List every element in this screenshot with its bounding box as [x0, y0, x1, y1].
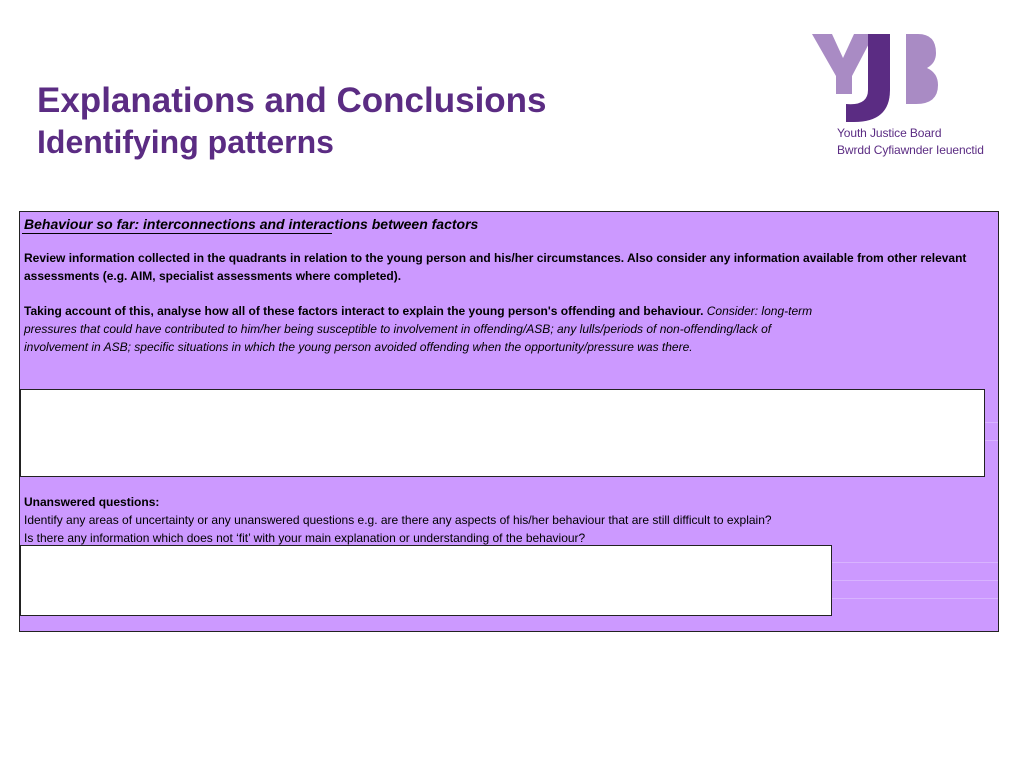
title-block [37, 80, 547, 162]
logo-text-welsh: Bwrdd Cyfiawnder Ieuenctid [837, 143, 984, 157]
section-heading-underline [22, 233, 332, 234]
unanswered-questions-instructions [24, 512, 844, 547]
unanswered-line-1: Identify any areas of uncertainty or any unanswered questions e.g. are there any aspects of his/her behaviour that are still difficult to explain? [24, 513, 772, 527]
yjb-logo [810, 32, 1010, 162]
section-heading: Behaviour so far: interconnections and interactions between factors [24, 216, 479, 232]
behaviour-answer-field[interactable] [20, 389, 985, 477]
logo-text-english: Youth Justice Board [837, 126, 942, 140]
assessment-form [19, 211, 999, 632]
analyse-instructions-italic: Consider: long-term pressures that could have contributed to him/her being susceptible to involvement in offending/ASB; any lulls/periods of non-offending/lack of involvement in ASB; specific situations in which the young person avoided offending when the opportunity/pressure was there. [24, 304, 813, 354]
unanswered-questions-heading: Unanswered questions: [24, 495, 160, 509]
analyse-instructions-bold: Taking account of this, analyse how all of these factors interact to explain the young person's offending and behaviour. [24, 304, 704, 318]
unanswered-answer-field[interactable] [20, 545, 832, 616]
yjb-logo-mark [810, 32, 940, 124]
review-instructions: Review information collected in the quadrants in relation to the young person and his/her circumstances. Also consider any information available from other relevant assessments (e.g. AIM, specialist assessments where completed). [24, 251, 967, 283]
page-subtitle: Identifying patterns [37, 124, 334, 160]
unanswered-line-2: Is there any information which does not ‘fit’ with your main explanation or understanding of the behaviour? [24, 530, 586, 545]
analyse-instructions [24, 302, 824, 356]
grid-line [832, 598, 998, 599]
page-title: Explanations and Conclusions [37, 81, 547, 120]
grid-line [832, 562, 998, 563]
grid-line [832, 580, 998, 581]
